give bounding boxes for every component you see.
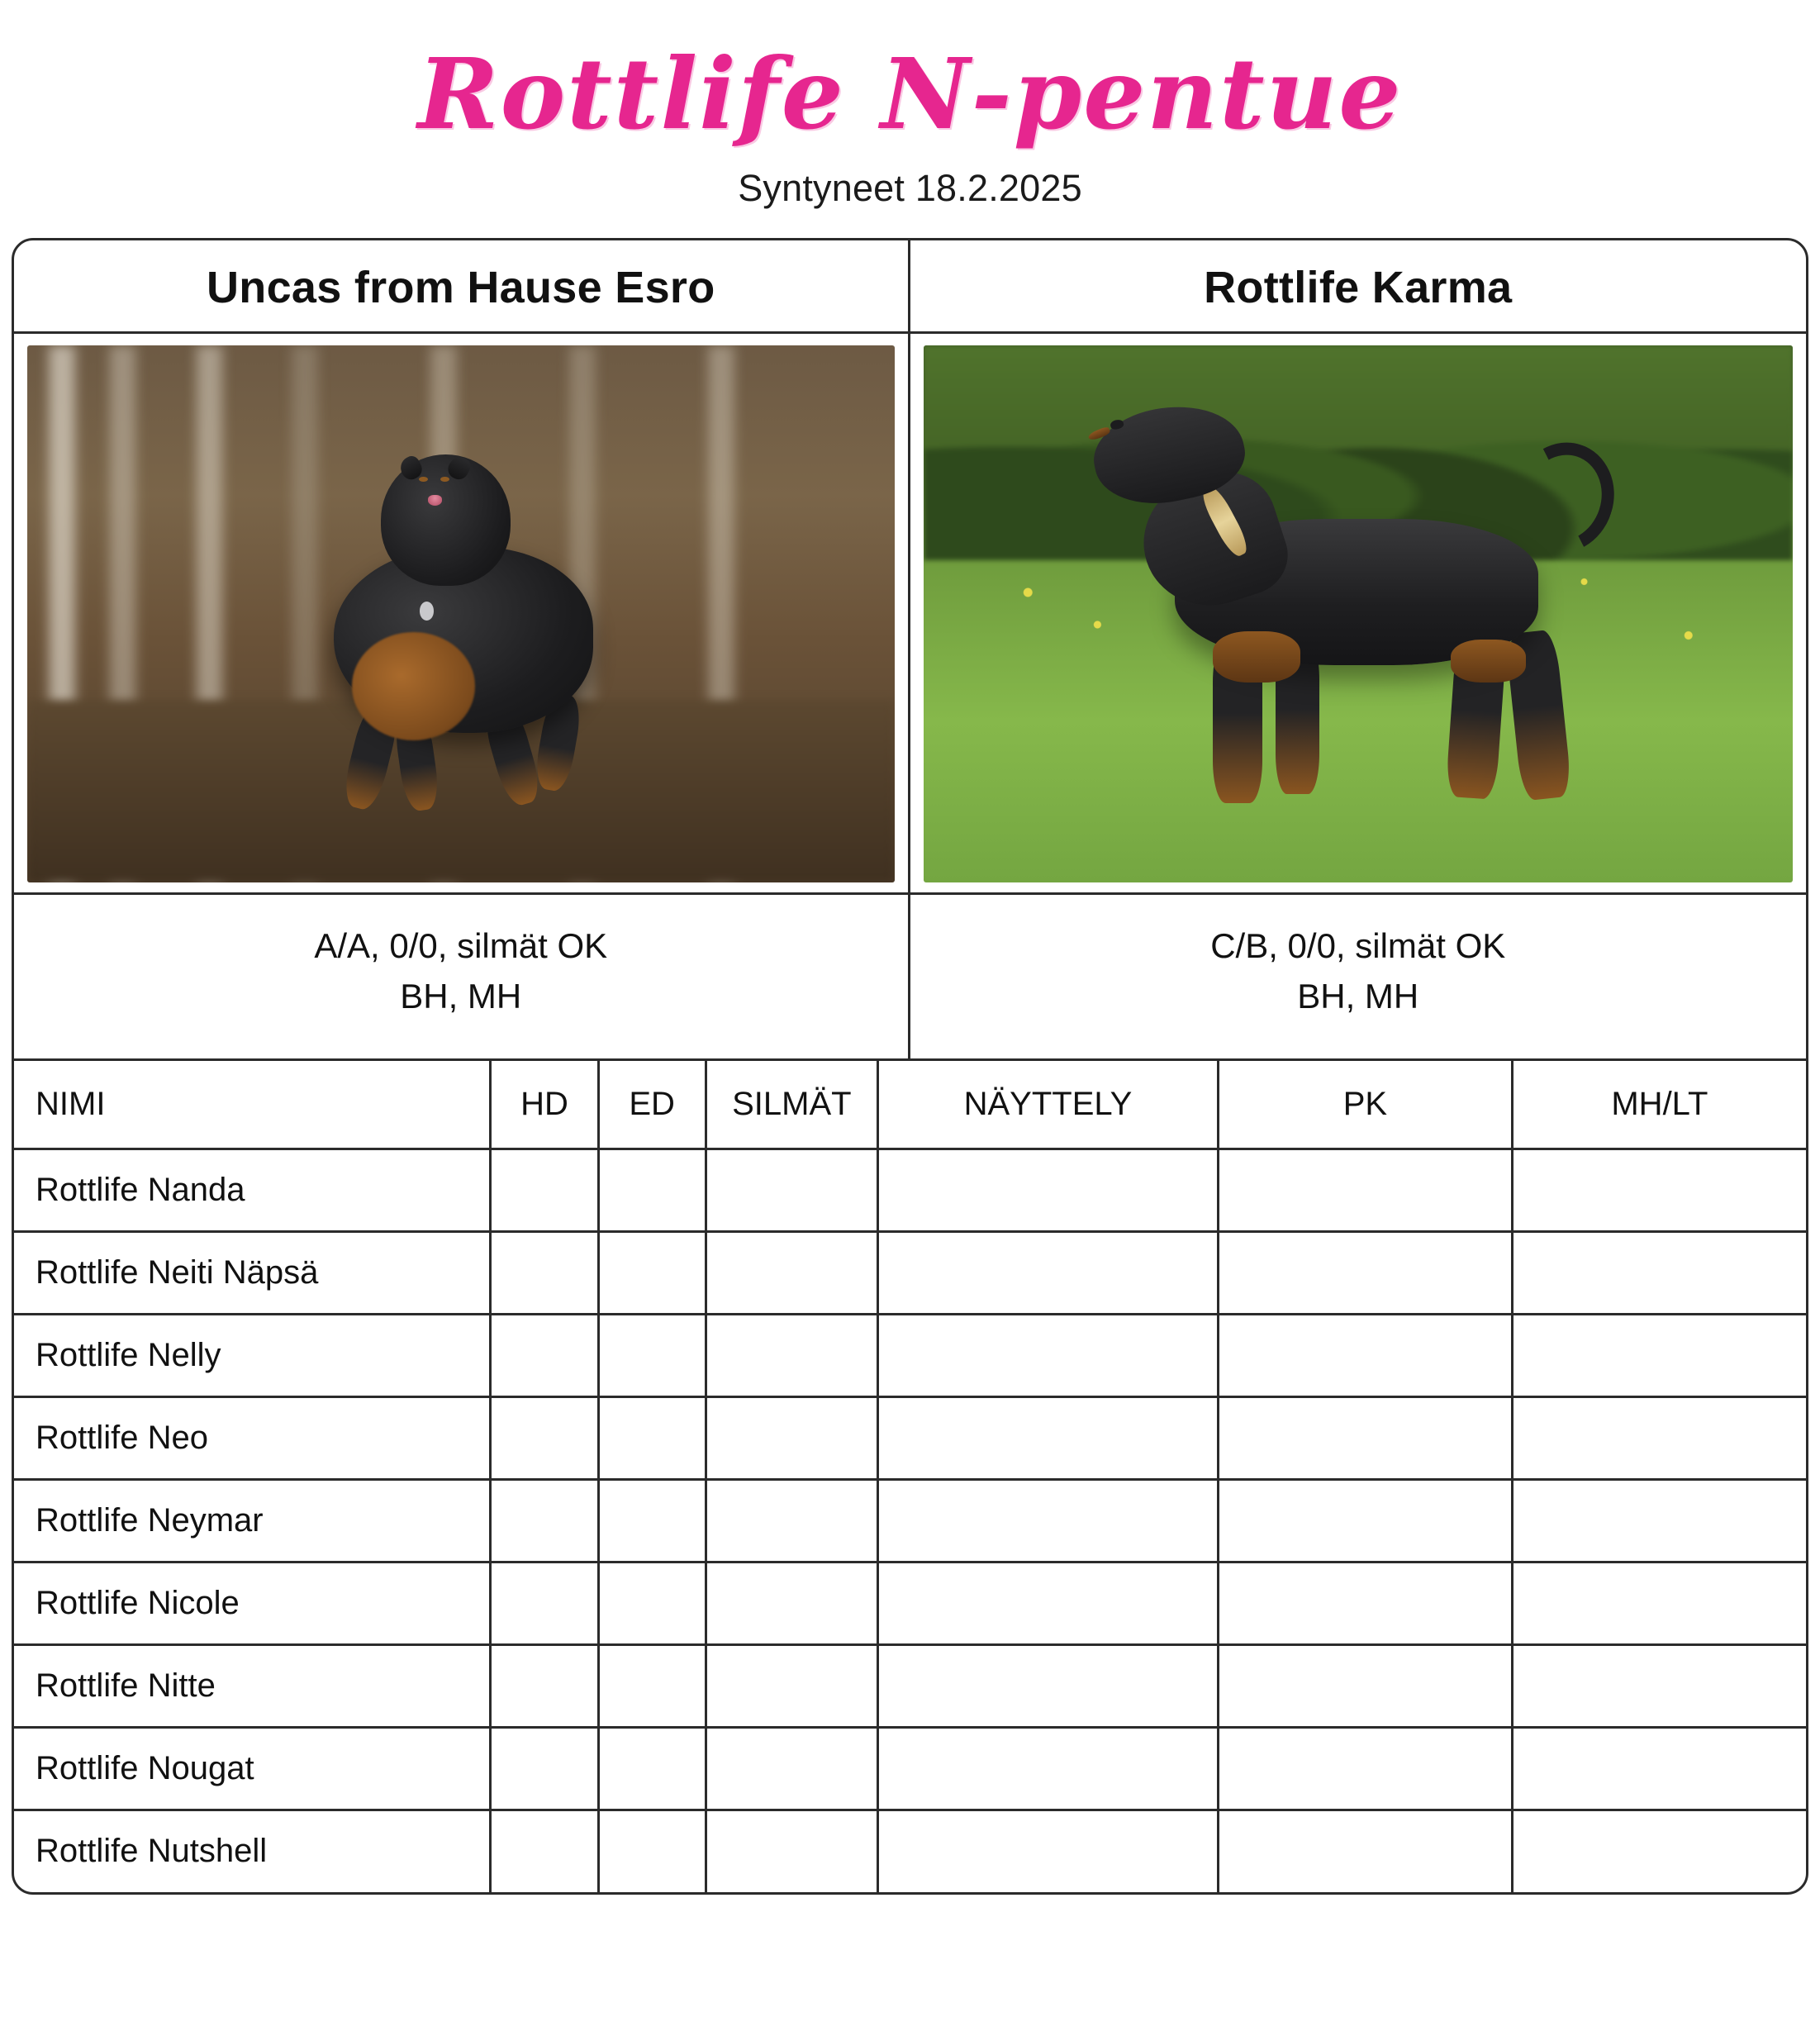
- cell-nayttely: [877, 1562, 1218, 1644]
- cell-ed: [598, 1314, 706, 1396]
- cell-ed: [598, 1562, 706, 1644]
- cell-ed: [598, 1644, 706, 1727]
- cell-nayttely: [877, 1727, 1218, 1810]
- cell-mhlt: [1512, 1396, 1806, 1479]
- cell-silmat: [706, 1149, 877, 1231]
- dog-brow-marking: [440, 477, 449, 482]
- column-header-nimi: NIMI: [14, 1059, 491, 1149]
- table-row: [14, 1810, 1806, 1892]
- puppy-results-table: [14, 1058, 1806, 1893]
- sire-health-info: [14, 895, 910, 1058]
- parents-section: [14, 240, 1806, 892]
- column-header-silmat: SILMÄT: [706, 1059, 877, 1149]
- dog-chest-marking: [352, 632, 476, 740]
- column-header-mhlt: MH/LT: [1512, 1059, 1806, 1149]
- table-row: [14, 1562, 1806, 1644]
- cell-mhlt: [1512, 1727, 1806, 1810]
- cell-silmat: [706, 1479, 877, 1562]
- puppy-name: Rottlife Neo: [14, 1396, 491, 1479]
- cell-silmat: [706, 1727, 877, 1810]
- table-row: [14, 1231, 1806, 1314]
- cell-hd: [491, 1231, 598, 1314]
- litter-info-page: [0, 36, 1820, 1895]
- table-row: [14, 1149, 1806, 1231]
- cell-pk: [1219, 1562, 1513, 1644]
- column-header-hd: HD: [491, 1059, 598, 1149]
- cell-ed: [598, 1727, 706, 1810]
- cell-hd: [491, 1314, 598, 1396]
- puppy-name: Rottlife Nutshell: [14, 1810, 491, 1892]
- dog-muzzle: [1087, 426, 1111, 443]
- cell-nayttely: [877, 1396, 1218, 1479]
- dam-photo: [924, 345, 1794, 882]
- cell-silmat: [706, 1231, 877, 1314]
- cell-ed: [598, 1479, 706, 1562]
- dam-health-line-2: BH, MH: [1297, 976, 1419, 1016]
- table-header-row: [14, 1059, 1806, 1149]
- puppy-name: Rottlife Nougat: [14, 1727, 491, 1810]
- dam-photo-wrap: [910, 334, 1807, 892]
- cell-nayttely: [877, 1231, 1218, 1314]
- cell-ed: [598, 1396, 706, 1479]
- cell-nayttely: [877, 1810, 1218, 1892]
- dog-tan-marking: [1213, 631, 1300, 683]
- table-row: [14, 1727, 1806, 1810]
- dog-brow-marking: [419, 477, 428, 482]
- dog-ear: [1110, 419, 1124, 430]
- cell-nayttely: [877, 1149, 1218, 1231]
- puppy-name: Rottlife Nelly: [14, 1314, 491, 1396]
- cell-pk: [1219, 1479, 1513, 1562]
- table-row: [14, 1479, 1806, 1562]
- puppy-name: Rottlife Nanda: [14, 1149, 491, 1231]
- cell-hd: [491, 1562, 598, 1644]
- cell-silmat: [706, 1644, 877, 1727]
- health-results-section: [14, 892, 1806, 1058]
- column-header-nayttely: NÄYTTELY: [877, 1059, 1218, 1149]
- cell-pk: [1219, 1149, 1513, 1231]
- cell-pk: [1219, 1727, 1513, 1810]
- cell-nayttely: [877, 1644, 1218, 1727]
- cell-silmat: [706, 1396, 877, 1479]
- cell-ed: [598, 1810, 706, 1892]
- cell-ed: [598, 1231, 706, 1314]
- cell-mhlt: [1512, 1149, 1806, 1231]
- table-row: [14, 1314, 1806, 1396]
- standing-rottweiler-figure: [1062, 399, 1689, 829]
- cell-pk: [1219, 1810, 1513, 1892]
- cell-mhlt: [1512, 1810, 1806, 1892]
- sire-column: [14, 240, 910, 892]
- cell-mhlt: [1512, 1314, 1806, 1396]
- puppy-name: Rottlife Neiti Näpsä: [14, 1231, 491, 1314]
- cell-nayttely: [877, 1479, 1218, 1562]
- sire-photo: [27, 345, 895, 882]
- cell-nayttely: [877, 1314, 1218, 1396]
- cell-hd: [491, 1396, 598, 1479]
- cell-silmat: [706, 1810, 877, 1892]
- table-row: [14, 1396, 1806, 1479]
- dam-health-info: [910, 895, 1807, 1058]
- cell-hd: [491, 1810, 598, 1892]
- dog-tongue: [428, 495, 442, 506]
- cell-mhlt: [1512, 1231, 1806, 1314]
- cell-hd: [491, 1479, 598, 1562]
- cell-hd: [491, 1727, 598, 1810]
- dam-health-line-1: C/B, 0/0, silmät OK: [1210, 925, 1506, 965]
- cell-pk: [1219, 1644, 1513, 1727]
- puppy-name: Rottlife Nicole: [14, 1562, 491, 1644]
- sire-photo-wrap: [14, 334, 908, 892]
- cell-silmat: [706, 1314, 877, 1396]
- column-header-pk: PK: [1219, 1059, 1513, 1149]
- sire-health-line-2: BH, MH: [400, 976, 522, 1016]
- cell-mhlt: [1512, 1644, 1806, 1727]
- page-subtitle: Syntyneet 18.2.2025: [738, 166, 1082, 209]
- table-row: [14, 1644, 1806, 1727]
- cell-ed: [598, 1149, 706, 1231]
- column-header-ed: ED: [598, 1059, 706, 1149]
- dog-tan-marking: [1451, 640, 1526, 683]
- litter-card: [12, 238, 1808, 1895]
- cell-pk: [1219, 1314, 1513, 1396]
- cell-mhlt: [1512, 1562, 1806, 1644]
- puppy-name: Rottlife Nitte: [14, 1644, 491, 1727]
- sire-name: Uncas from Hause Esro: [14, 240, 908, 334]
- dam-name: Rottlife Karma: [910, 240, 1807, 334]
- page-title: Rottlife N-pentue: [417, 36, 1403, 151]
- cell-pk: [1219, 1396, 1513, 1479]
- dam-column: [910, 240, 1807, 892]
- cell-hd: [491, 1149, 598, 1231]
- dog-head: [381, 454, 511, 586]
- cell-silmat: [706, 1562, 877, 1644]
- sire-health-line-1: A/A, 0/0, silmät OK: [314, 925, 608, 965]
- running-rottweiler-figure: [322, 431, 617, 818]
- puppy-name: Rottlife Neymar: [14, 1479, 491, 1562]
- cell-mhlt: [1512, 1479, 1806, 1562]
- cell-pk: [1219, 1231, 1513, 1314]
- cell-hd: [491, 1644, 598, 1727]
- table-body: [14, 1149, 1806, 1892]
